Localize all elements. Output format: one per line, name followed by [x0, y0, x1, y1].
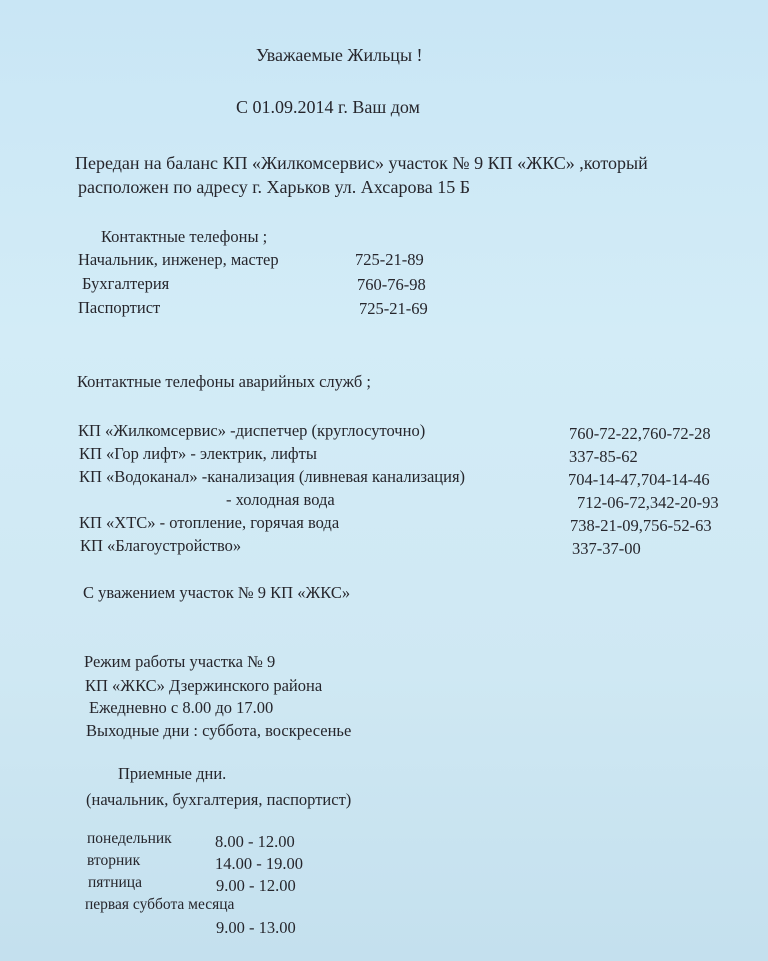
emergency-phone: 337-37-00: [572, 539, 641, 558]
contact-phone: 725-21-89: [355, 250, 424, 269]
emergency-label: - холодная вода: [226, 490, 335, 509]
reception-day: вторник: [87, 852, 141, 869]
intro-line-1: Передан на баланс КП «Жилкомсервис» участок № 9 КП «ЖКС» ,который: [75, 153, 648, 173]
schedule-line-2: КП «ЖКС» Дзержинского района: [85, 676, 323, 695]
emergency-phone: 738-21-09,756-52-63: [570, 516, 712, 535]
emergency-phone: 704-14-47,704-14-46: [568, 470, 710, 489]
emergency-heading: Контактные телефоны аварийных служб ;: [77, 372, 371, 391]
emergency-phone: 712-06-72,342-20-93: [577, 493, 719, 512]
contact-label: Начальник, инженер, мастер: [78, 250, 279, 269]
schedule-line-3: Ежедневно с 8.00 до 17.00: [89, 698, 274, 717]
schedule-line-4: Выходные дни : суббота, воскресенье: [86, 721, 352, 740]
contacts-heading: Контактные телефоны ;: [101, 227, 268, 246]
contact-phone: 760-76-98: [357, 275, 426, 294]
emergency-label: КП «Жилкомсервис» -диспетчер (круглосуточно): [78, 421, 426, 440]
reception-heading: Приемные дни.: [118, 764, 227, 783]
emergency-label: КП «Благоустройство»: [80, 536, 242, 555]
greeting-heading: Уважаемые Жильцы !: [256, 45, 423, 65]
date-line: С 01.09.2014 г. Ваш дом: [236, 97, 420, 117]
emergency-label: КП «Гор лифт» - электрик, лифты: [79, 444, 317, 463]
emergency-label: КП «ХТС» - отопление, горячая вода: [79, 513, 340, 532]
contact-phone: 725-21-69: [359, 299, 428, 318]
contact-label: Бухгалтерия: [82, 274, 170, 293]
reception-day: понедельник: [87, 830, 172, 847]
emergency-phone: 760-72-22,760-72-28: [569, 424, 711, 443]
contact-label: Паспортист: [78, 298, 161, 317]
signature: С уважением участок № 9 КП «ЖКС»: [83, 583, 351, 602]
reception-day: первая суббота месяца: [85, 896, 235, 913]
schedule-line-1: Режим работы участка № 9: [84, 652, 276, 671]
reception-hours: 9.00 - 13.00: [216, 918, 296, 937]
emergency-label: КП «Водоканал» -канализация (ливневая канализация): [79, 467, 466, 486]
intro-line-2: расположен по адресу г. Харьков ул. Ахсарова 15 Б: [78, 177, 471, 197]
reception-subheading: (начальник, бухгалтерия, паспортист): [86, 790, 352, 809]
reception-hours: 14.00 - 19.00: [215, 854, 303, 873]
reception-hours: 9.00 - 12.00: [216, 876, 296, 895]
reception-hours: 8.00 - 12.00: [215, 832, 295, 851]
reception-day: пятница: [88, 874, 142, 891]
emergency-phone: 337-85-62: [569, 447, 638, 466]
